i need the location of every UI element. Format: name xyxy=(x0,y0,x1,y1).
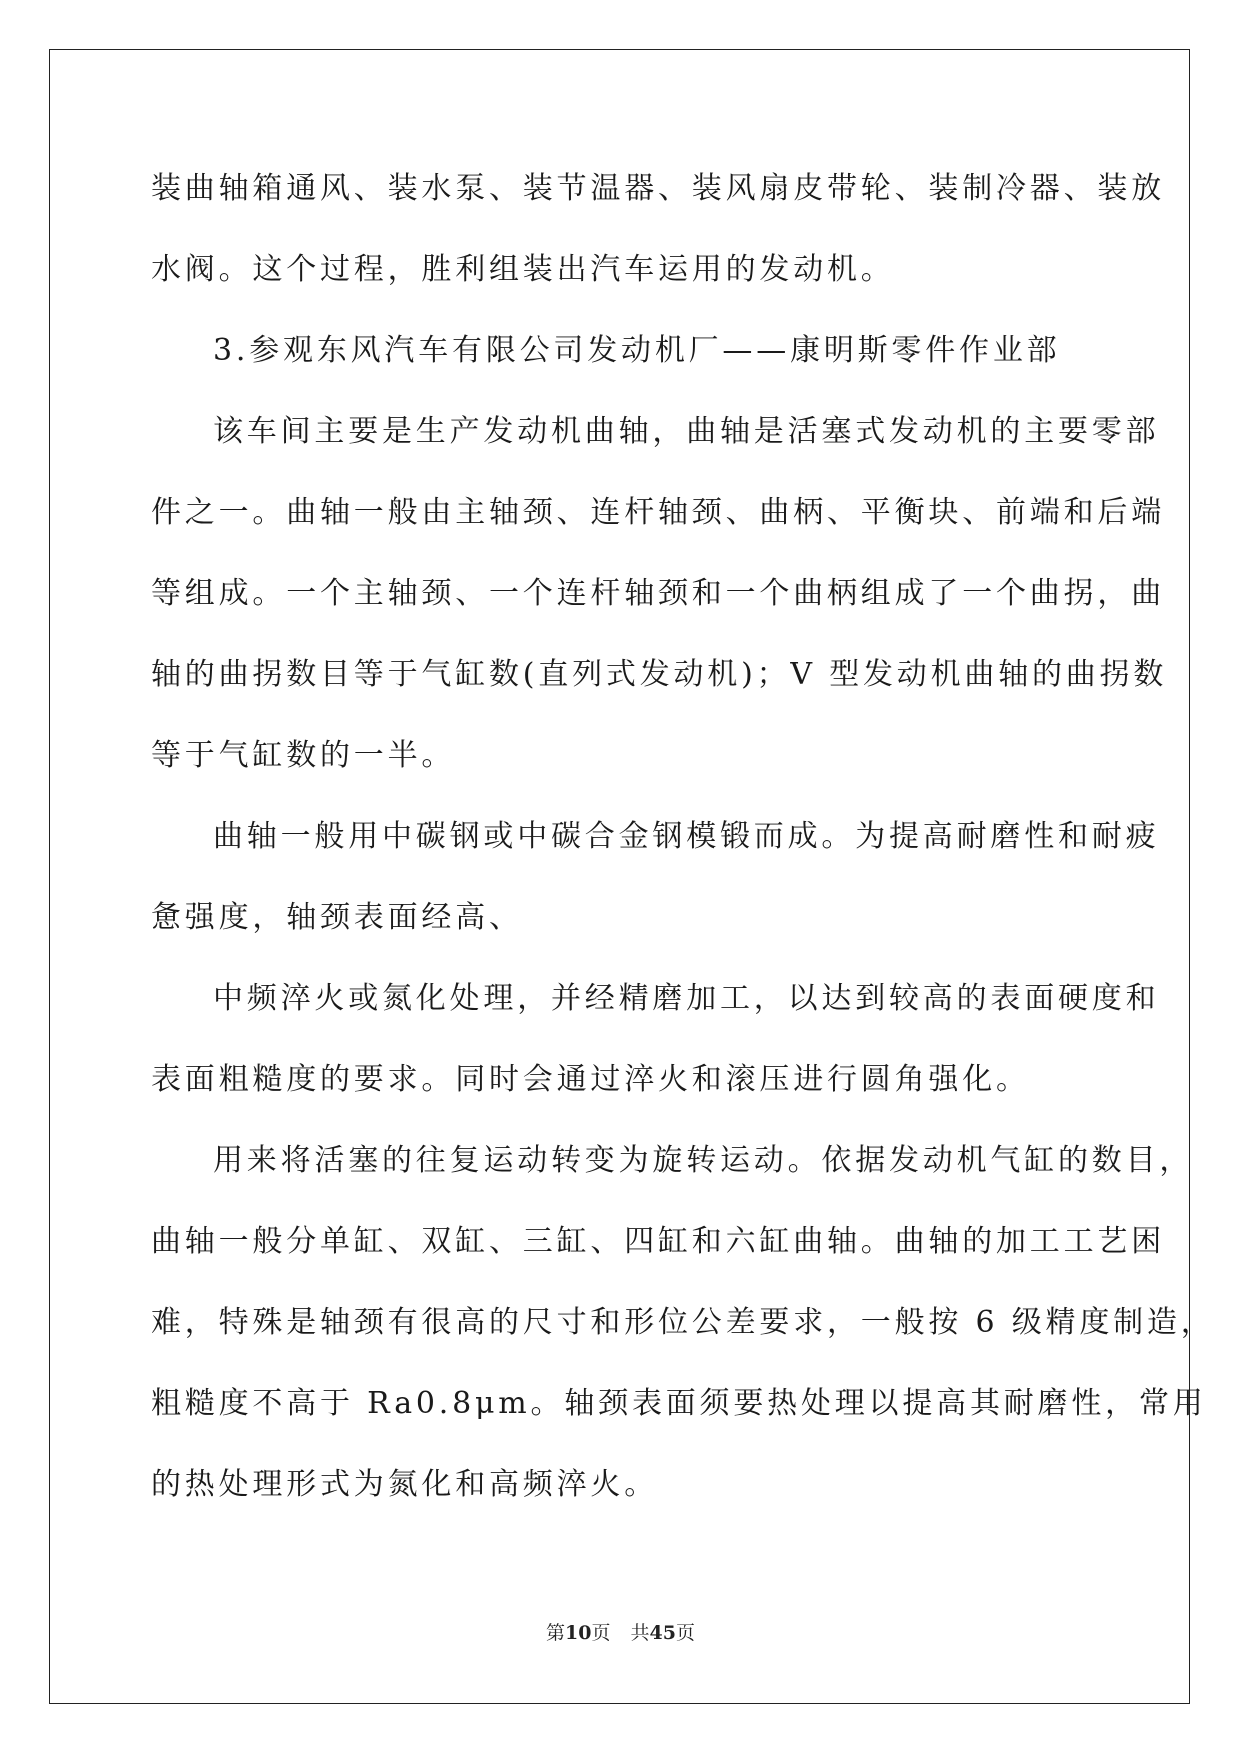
text-line-6: 等组成。一个主轴颈、一个连杆轴颈和一个曲柄组成了一个曲拐，曲 xyxy=(151,576,1165,611)
footer-page-prefix: 第 xyxy=(546,1622,566,1644)
footer-current-page: 10 xyxy=(565,1622,592,1644)
text-line-17: 的热处理形式为氮化和高频淬火。 xyxy=(151,1467,658,1502)
text-line-9: 曲轴一般用中碳钢或中碳合金钢模锻而成。为提高耐磨性和耐疲 xyxy=(213,819,1160,854)
text-line-1: 装曲轴箱通风、装水泵、装节温器、装风扇皮带轮、装制冷器、装放 xyxy=(151,171,1165,206)
text-line-8: 等于气缸数的一半。 xyxy=(151,738,456,773)
text-line-10: 惫强度，轴颈表面经高、 xyxy=(151,900,523,935)
text-line-5: 件之一。曲轴一般由主轴颈、连杆轴颈、曲柄、平衡块、前端和后端 xyxy=(151,495,1165,530)
section-heading: 3.参观东风汽车有限公司发动机厂——康明斯零件作业部 xyxy=(213,333,1061,368)
text-line-14: 曲轴一般分单缸、双缸、三缸、四缸和六缸曲轴。曲轴的加工工艺困 xyxy=(151,1224,1165,1259)
footer-page-suffix: 页 xyxy=(591,1622,611,1644)
footer-total-prefix: 共 xyxy=(630,1622,650,1644)
text-line-2: 水阀。这个过程，胜利组装出汽车运用的发动机。 xyxy=(151,252,895,287)
document-body xyxy=(151,160,1215,1537)
text-line-12: 表面粗糙度的要求。同时会通过淬火和滚压进行圆角强化。 xyxy=(151,1062,1030,1097)
page-footer xyxy=(0,1618,1241,1645)
text-line-4: 该车间主要是生产发动机曲轴，曲轴是活塞式发动机的主要零部 xyxy=(213,414,1160,449)
footer-total-pages: 45 xyxy=(649,1622,676,1644)
text-line-11: 中频淬火或氮化处理，并经精磨加工，以达到较高的表面硬度和 xyxy=(213,981,1160,1016)
text-line-7: 轴的曲拐数目等于气缸数(直列式发动机)；V 型发动机曲轴的曲拐数 xyxy=(151,657,1168,692)
text-line-16: 粗糙度不高于 Ra0.8μm。轴颈表面须要热处理以提高其耐磨性，常用 xyxy=(151,1386,1207,1421)
text-line-13: 用来将活塞的往复运动转变为旋转运动。依据发动机气缸的数目， xyxy=(213,1143,1194,1178)
footer-total-suffix: 页 xyxy=(675,1622,695,1644)
text-line-15: 难，特殊是轴颈有很高的尺寸和形位公差要求，一般按 6 级精度制造， xyxy=(151,1305,1215,1340)
